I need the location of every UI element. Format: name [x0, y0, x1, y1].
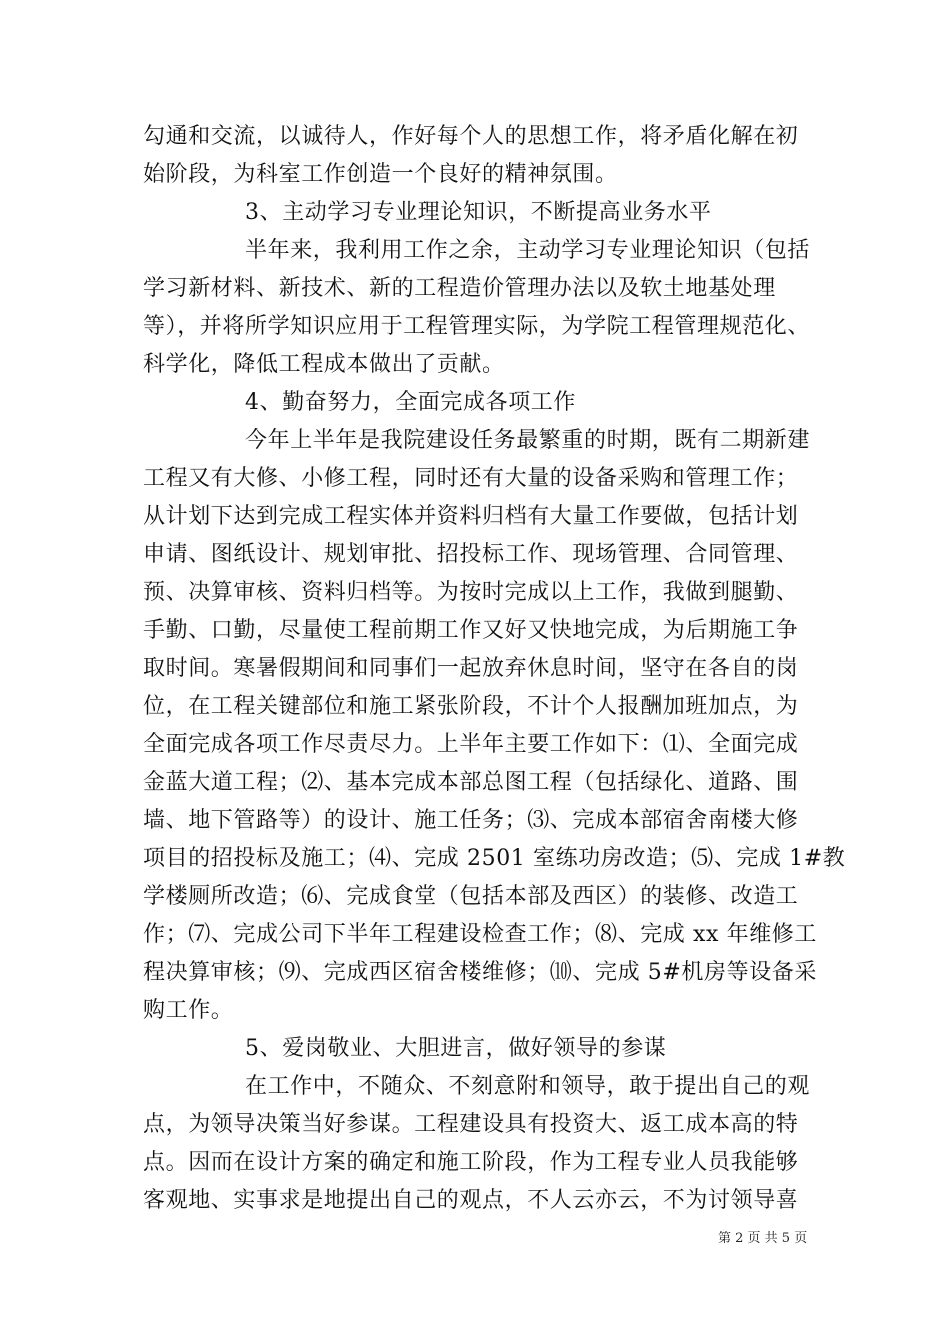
paragraph-line: 点，为领导决策当好参谋。工程建设具有投资大、返工成本高的特: [143, 1112, 799, 1137]
paragraph-line: 学习新材料、新技术、新的工程造价管理办法以及软土地基处理: [143, 276, 776, 301]
paragraph-line: 墙、地下管路等）的设计、施工任务；⑶、完成本部宿舍南楼大修: [143, 808, 799, 833]
paragraph-line: 勾通和交流，以诚待人，作好每个人的思想工作，将矛盾化解在初: [143, 124, 799, 149]
section-heading-4: 4、勤奋努力，全面完成各项工作: [245, 390, 576, 415]
paragraph-line: 在工作中，不随众、不刻意附和领导，敢于提出自己的观: [245, 1074, 811, 1099]
paragraph-line: 从计划下达到完成工程实体并资料归档有大量工作要做，包括计划: [143, 504, 799, 529]
paragraph-line: 申请、图纸设计、规划审批、招投标工作、现场管理、合同管理、: [143, 542, 799, 567]
paragraph-line: 预、决算审核、资料归档等。为按时完成以上工作，我做到腿勤、: [143, 580, 799, 605]
page-number-footer: 第 2 页 共 5 页: [718, 1231, 808, 1246]
section-heading-5: 5、爱岗敬业、大胆进言，做好领导的参谋: [245, 1036, 667, 1061]
paragraph-line: 点。因而在设计方案的确定和施工阶段，作为工程专业人员我能够: [143, 1150, 799, 1175]
paragraph-line: 工程又有大修、小修工程，同时还有大量的设备采购和管理工作；: [143, 466, 799, 491]
paragraph-line: 购工作。: [143, 998, 234, 1023]
paragraph-line: 金蓝大道工程；⑵、基本完成本部总图工程（包括绿化、道路、围: [143, 770, 799, 795]
paragraph-line: 等），并将所学知识应用于工程管理实际，为学院工程管理规范化、: [143, 314, 811, 339]
section-heading-3: 3、主动学习专业理论知识，不断提高业务水平: [245, 200, 712, 225]
paragraph-line: 全面完成各项工作尽责尽力。上半年主要工作如下：⑴、全面完成: [143, 732, 799, 757]
paragraph-line: 客观地、实事求是地提出自己的观点，不人云亦云，不为讨领导喜: [143, 1188, 799, 1213]
paragraph-line: 位，在工程关键部位和施工紧张阶段，不计个人报酬加班加点，为: [143, 694, 799, 719]
paragraph-line: 取时间。寒暑假期间和同事们一起放弃休息时间，坚守在各自的岗: [143, 656, 799, 681]
paragraph-line: 程决算审核；⑼、完成西区宿舍楼维修；⑽、完成 5#机房等设备采: [143, 960, 818, 985]
paragraph-line: 项目的招投标及施工；⑷、完成 2501 室练功房改造；⑸、完成 1#教: [143, 846, 846, 871]
paragraph-line: 科学化，降低工程成本做出了贡献。: [143, 352, 505, 377]
paragraph-line: 作；⑺、完成公司下半年工程建设检查工作；⑻、完成 xx 年维修工: [143, 922, 818, 947]
paragraph-line: 始阶段，为科室工作创造一个良好的精神氛围。: [143, 162, 618, 187]
paragraph-line: 学楼厕所改造；⑹、完成食堂（包括本部及西区）的装修、改造工: [143, 884, 799, 909]
paragraph-line: 今年上半年是我院建设任务最繁重的时期，既有二期新建: [245, 428, 811, 453]
paragraph-line: 半年来，我利用工作之余，主动学习专业理论知识（包括: [245, 238, 811, 263]
paragraph-line: 手勤、口勤，尽量使工程前期工作又好又快地完成，为后期施工争: [143, 618, 799, 643]
